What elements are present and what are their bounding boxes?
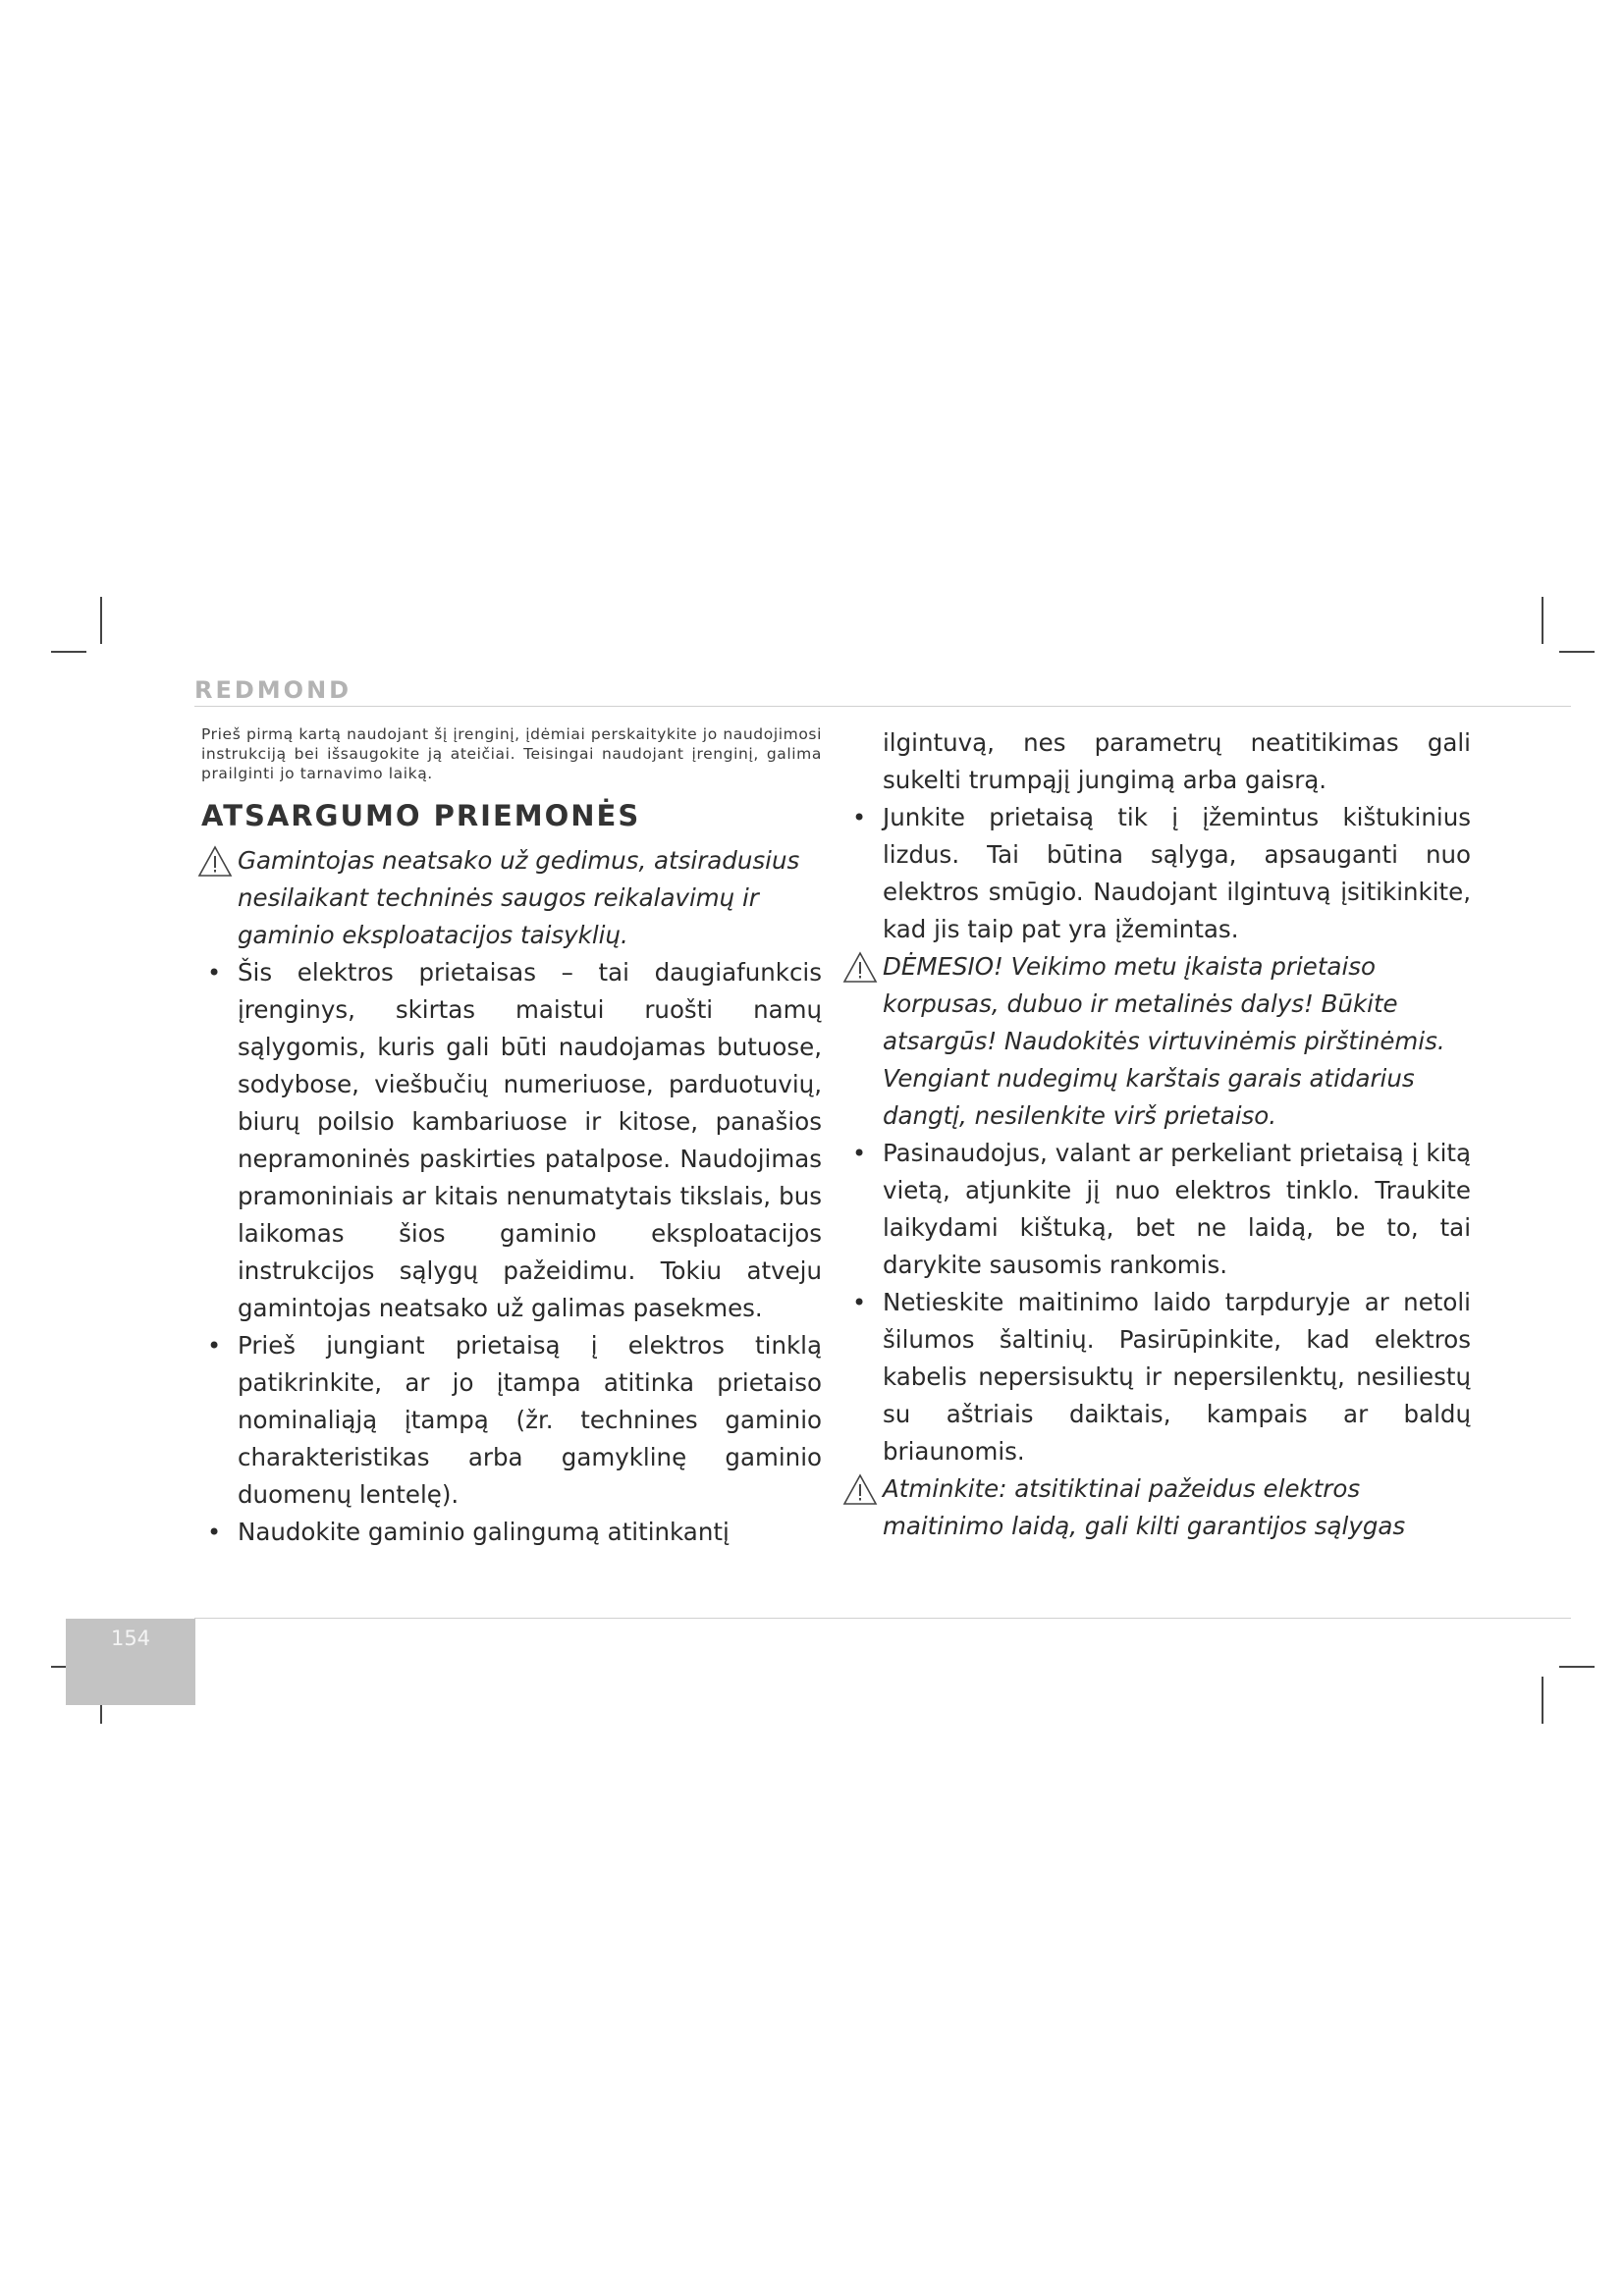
warning-block xyxy=(846,1470,1471,1545)
list-item xyxy=(846,1284,1471,1470)
list-item xyxy=(201,1514,822,1551)
bullet-dot-icon: • xyxy=(852,804,867,831)
bullet-dot-icon: • xyxy=(852,1289,867,1316)
warning-triangle-icon xyxy=(842,951,878,984)
warning-triangle-icon xyxy=(842,1473,878,1506)
footer-rule xyxy=(194,1618,1571,1619)
warning-block xyxy=(846,948,1471,1135)
crop-mark xyxy=(1559,1666,1595,1668)
continuation-text: ilgintuvą, nes parametrų neatitikimas gali sukelti trumpąjį jungimą arba gaisrą. xyxy=(883,728,1471,794)
warning-block xyxy=(201,842,822,954)
right-column xyxy=(846,724,1471,1545)
list-item-text: Netieskite maitinimo laido tarpduryje ar netoli šilumos šaltinių. Pasirūpinkite, kad elektros kabelis nepersisuktų ir nepersilenktų, nesiliestų su aštriais daiktais, kampais ar baldų briaunomis. xyxy=(883,1288,1471,1466)
bullet-dot-icon: • xyxy=(207,1332,222,1360)
page-number-box xyxy=(66,1619,195,1705)
crop-mark xyxy=(51,651,86,653)
list-item-text: Prieš jungiant prietaisą į elektros tinklą patikrinkite, ar jo įtampa atitinka prietaiso nominaliąją įtampą (žr. technines gaminio charakteristikas arba gamyklinę gaminio duomenų lentelę). xyxy=(238,1331,822,1509)
bullet-dot-icon: • xyxy=(852,1140,867,1167)
crop-mark xyxy=(100,597,102,644)
warning-text: DĖMESIO! Veikimo metu įkaista prietaiso korpusas, dubuo ir metalinės dalys! Būkite atsargūs! Naudokitės virtuvinėmis pirštinėmis. Vengiant nudegimų karštais garais atidarius dangtį, nesilenkite virš prietaiso. xyxy=(883,952,1445,1130)
list-item-text: Junkite prietaisą tik į įžemintus kištukinius lizdus. Tai būtina sąlyga, apsauganti nuo elektros smūgio. Naudojant ilgintuvą įsitikinkite, kad jis taip pat yra įžemintas. xyxy=(883,803,1471,943)
bullet-dot-icon: • xyxy=(207,959,222,987)
list-item xyxy=(846,799,1471,948)
crop-mark xyxy=(1542,597,1543,644)
header-rule xyxy=(194,706,1571,707)
list-item xyxy=(201,1327,822,1514)
list-item-text: Pasinaudojus, valant ar perkeliant prietaisą į kitą vietą, atjunkite jį nuo elektros tinklo. Traukite laikydami kištuką, bet ne laidą, be to, tai darykite sausomis rankomis. xyxy=(883,1139,1471,1279)
left-column xyxy=(201,724,822,1551)
crop-mark xyxy=(1559,651,1595,653)
crop-mark xyxy=(1542,1677,1543,1724)
list-item-text: Naudokite gaminio galingumą atitinkantį xyxy=(238,1518,730,1546)
list-item xyxy=(201,954,822,1327)
list-item-text: Šis elektros prietaisas – tai daugiafunkcis įrenginys, skirtas maistui ruošti namų sąlygomis, kuris gali būti naudojamas butuose, sodybose, viešbučių numeriuose, parduotuvių, biurų poilsio kambariuose ir kitose, panašios nepramoninės paskirties patalpose. Naudojimas pramoniniais ar kitais nenumatytais tikslais, bus laikomas šios gaminio eksploatacijos instrukcijos sąlygų pažeidimu. Tokiu atveju gamintojas neatsako už galimas pasekmes. xyxy=(238,958,822,1322)
warning-text: Atminkite: atsitiktinai pažeidus elektros maitinimo laidą, gali kilti garantijos sąlygas xyxy=(883,1474,1406,1540)
section-heading: ATSARGUMO PRIEMONĖS xyxy=(201,799,641,832)
page-number: 154 xyxy=(110,1627,151,1650)
bullet-dot-icon: • xyxy=(207,1519,222,1546)
intro-text: Prieš pirmą kartą naudojant šį įrenginį, įdėmiai perskaitykite jo naudojimosi instrukciją bei išsaugokite ją ateičiai. Teisingai naudojant įrenginį, galima prailginti jo tarnavimo laiką. xyxy=(201,725,822,782)
list-item xyxy=(846,1135,1471,1284)
brand-logo: REDMOND xyxy=(194,676,352,704)
warning-triangle-icon xyxy=(197,845,233,878)
warning-text: Gamintojas neatsako už gedimus, atsiradusius nesilaikant techninės saugos reikalavimų ir gaminio eksploatacijos taisyklių. xyxy=(238,846,800,949)
